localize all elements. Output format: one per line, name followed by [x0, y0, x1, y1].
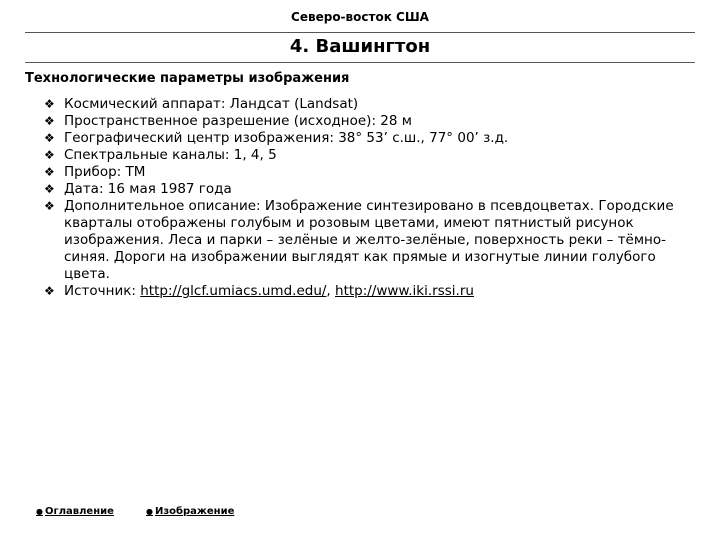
- source-link-iki[interactable]: http://www.iki.rssi.ru: [335, 283, 474, 299]
- diamond-bullet-icon: ❖: [44, 148, 55, 162]
- diamond-bullet-icon: ❖: [44, 97, 55, 111]
- top-divider: [25, 32, 695, 33]
- region-header: Северо-восток США: [291, 10, 429, 24]
- param-label: Дата:: [64, 181, 104, 197]
- list-item: [44, 113, 684, 130]
- list-item: [44, 164, 684, 181]
- list-item: [44, 96, 684, 113]
- section-subtitle: Технологические параметры изображения: [25, 71, 350, 86]
- diamond-bullet-icon: ❖: [44, 199, 55, 213]
- contents-link[interactable]: [36, 506, 114, 517]
- title-divider: [25, 62, 695, 63]
- param-label: Пространственное разрешение (исходное):: [64, 113, 376, 129]
- param-value: ТМ: [121, 164, 146, 180]
- diamond-bullet-icon: ❖: [44, 165, 55, 179]
- diamond-bullet-icon: ❖: [44, 284, 55, 298]
- param-value: Ландсат (Landsat): [225, 96, 359, 112]
- param-label: Космический аппарат:: [64, 96, 226, 112]
- param-label: Дополнительное описание:: [64, 198, 261, 214]
- parameters-list: [44, 96, 684, 300]
- list-item: [44, 198, 684, 283]
- diamond-bullet-icon: ❖: [44, 131, 55, 145]
- param-value: 16 мая 1987 года: [103, 181, 232, 197]
- source-separator: ,: [326, 283, 336, 299]
- diamond-bullet-icon: ❖: [44, 114, 55, 128]
- list-item: [44, 181, 684, 198]
- page-title: 4. Вашингтон: [289, 36, 431, 57]
- param-value: 38° 53’ с.ш., 77° 00’ з.д.: [333, 130, 509, 146]
- param-label: Спектральные каналы:: [64, 147, 230, 163]
- contents-link-label: Оглавление: [44, 506, 114, 517]
- image-link[interactable]: [146, 506, 234, 517]
- param-label: Прибор:: [64, 164, 122, 180]
- source-item: [44, 283, 684, 300]
- source-label: Источник:: [64, 283, 136, 299]
- param-label: Географический центр изображения:: [64, 130, 334, 146]
- param-value: Изображение синтезировано в псевдоцветах. Городские кварталы отображены голубым и розовым цветами, имеют пятнистый рисунок изображения. Леса и парки – зелёные и желто-зелёные, поверхность реки – тёмно-синяя. Дороги на изображении выглядят как прямые и изогнутые линии голубого цвета.: [64, 198, 674, 282]
- param-value: 1, 4, 5: [229, 147, 277, 163]
- bullet-dot-icon: ●: [146, 507, 153, 516]
- source-link-glcf[interactable]: http://glcf.umiacs.umd.edu/: [140, 283, 327, 299]
- list-item: [44, 130, 684, 147]
- list-item: [44, 147, 684, 164]
- diamond-bullet-icon: ❖: [44, 182, 55, 196]
- bullet-dot-icon: ●: [36, 507, 43, 516]
- param-value: 28 м: [376, 113, 412, 129]
- image-link-label: Изображение: [154, 506, 235, 517]
